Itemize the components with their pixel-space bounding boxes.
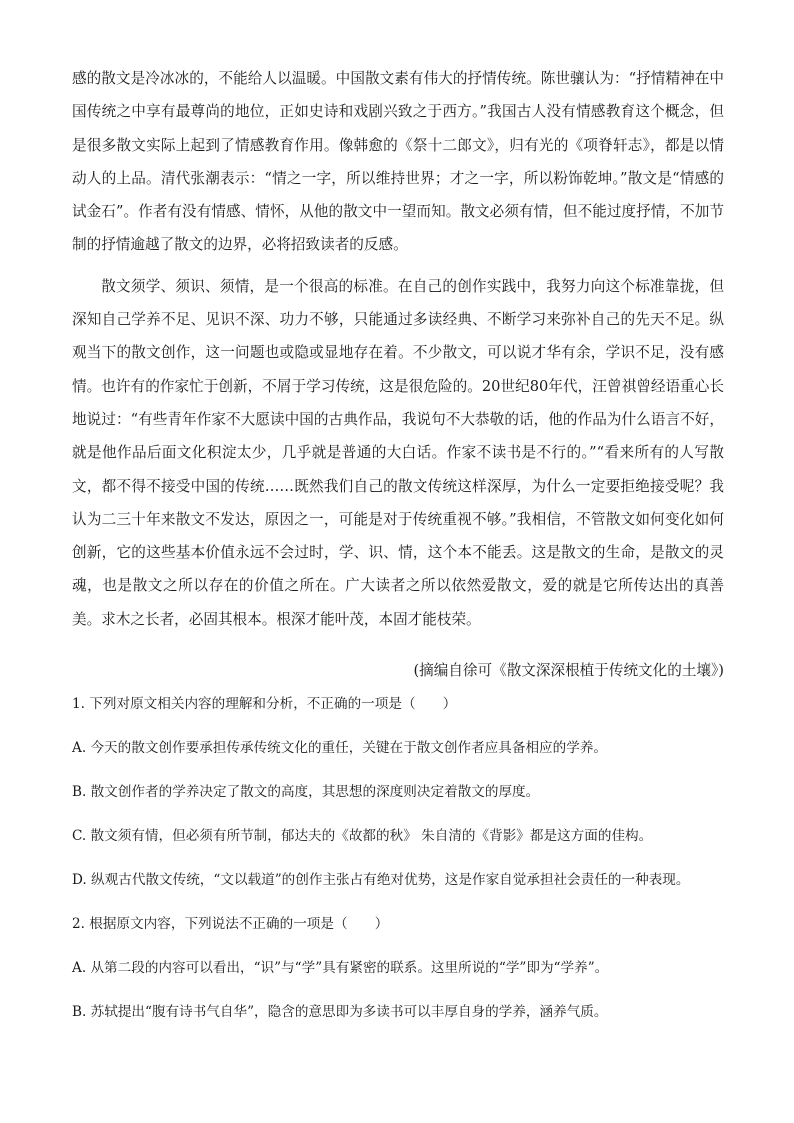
option-a: A. 今天的散文创作要承担传承传统文化的重任，关键在于散文创作者应具备相应的学养。 [72,740,608,757]
option-a: A. 从第二段的内容可以看出，“识”与“学”具有紧密的联系。这里所说的“学”即为“学养”。 [72,960,609,977]
question-section [72,694,724,1022]
option-d: D. 纵观古代散文传统，“文以载道”的创作主张占有绝对优势，这是作家自觉承担社会责任的一种表现。 [72,872,690,889]
article-source: (摘编自徐可《散文深深根植于传统文化的土壤》) [413,662,724,680]
question-stem: 2. 根据原文内容，下列说法不正确的一项是（ ） [72,916,389,933]
document-page [72,62,724,1022]
question-stem: 1. 下列对原文相关内容的理解和分析，不正确的一项是（ ） [72,696,457,713]
option-b: B. 苏轼提出“腹有诗书气自华”，隐含的意思即为多读书可以丰厚自身的学养，涵养气质。 [72,1004,608,1021]
question-2 [72,914,724,1022]
question-1 [72,694,724,890]
option-b: B. 散文创作者的学养决定了散文的高度，其思想的深度则决定着散文的厚度。 [72,784,540,801]
article-body [72,62,724,686]
option-c: C. 散文须有情，但必须有所节制，郁达夫的《故都的秋》 朱自清的《背影》都是这方面的佳构。 [72,828,653,845]
article-paragraph-2: 散文须学、须识、须情，是一个很高的标准。在自己的创作实践中，我努力向这个标准靠拢，但深知自己学养不足、见识不深、功力不够，只能通过多读经典、不断学习来弥补自己的先天不足。纵观当下的散文创作，这一问题也或隐或显地存在着。不少散文，可以说才华有余，学识不足，没有感情。也许有的作家忙于创新，不屑于学习传统，这是很危险的。20世纪80年代，汪曾祺曾经语重心长地说过：“有些青年作家不大愿读中国的古典作品，我说句不大恭敬的话，他的作品为什么语言不好，就是他作品后面文化积淀太少，几乎就是普通的大白话。作家不读书是不行的。”“看来所有的人写散文，都不得不接受中国的传统……既然我们自己的散文传统这样深厚，为什么一定要拒绝接受呢？我认为二三十年来散文不发达，原因之一，可能是对于传统重视不够。”我相信，不管散文如何变化如何创新，它的这些基本价值永远不会过时，学、识、情，这个本不能丢。这是散文的生命，是散文的灵魂，也是散文之所以存在的价值之所在。广大读者之所以依然爱散文，爱的就是它所传达出的真善美。求木之长者，必固其根本。根深才能叶茂，本固才能枝荣。 [72,277,724,628]
article-paragraph-1: 感的散文是冷冰冰的，不能给人以温暖。中国散文素有伟大的抒情传统。陈世骧认为：“抒情精神在中国传统之中享有最尊尚的地位，正如史诗和戏剧兴致之于西方。”我国古人没有情感教育这个概念，但是很多散文实际上起到了情感教育作用。像韩愈的《祭十二郎文》，归有光的《项脊轩志》，都是以情动人的上品。清代张潮表示：“情之一字，所以维持世界；才之一字，所以粉饰乾坤。”散文是“情感的试金石”。作者有没有情感、情怀，从他的散文中一望而知。散文必须有情，但不能过度抒情，不加节制的抒情逾越了散文的边界，必将招致读者的反感。 [72,70,724,254]
